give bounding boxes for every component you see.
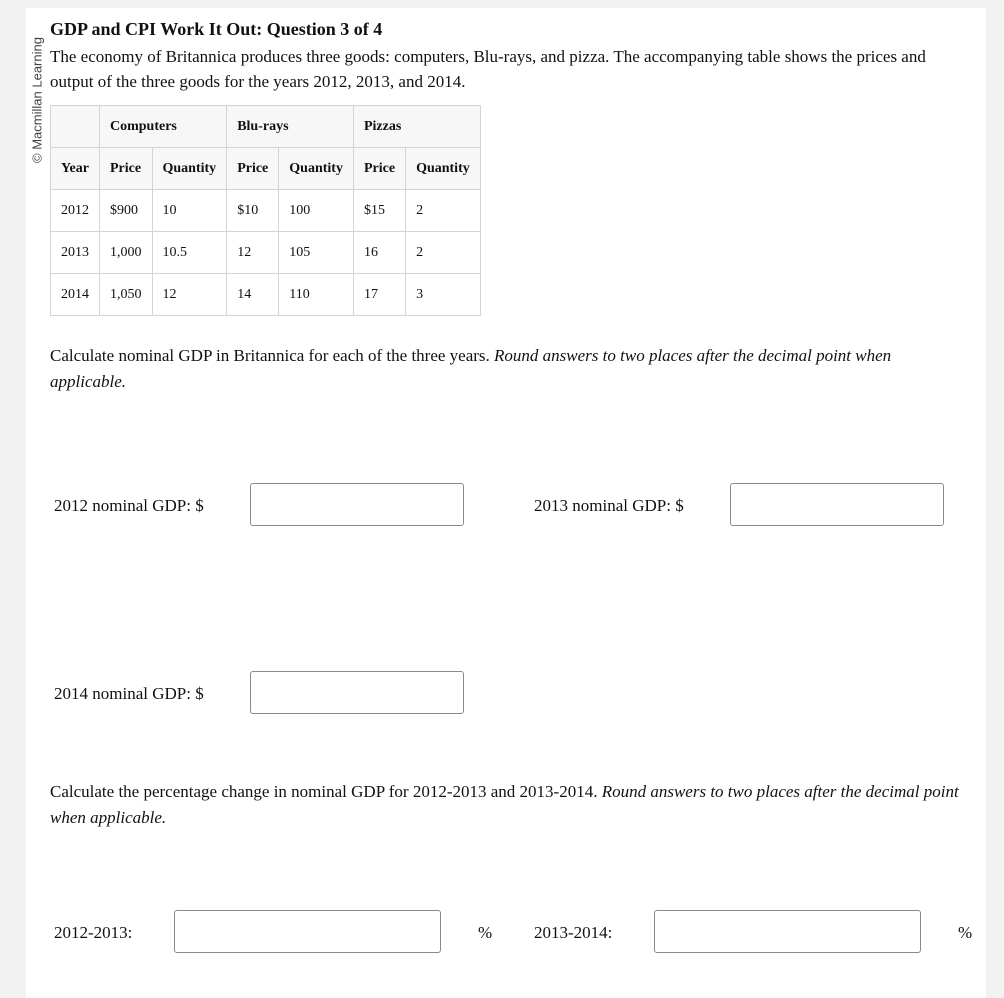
table-row <box>51 232 481 274</box>
nominal-gdp-prompt <box>50 343 970 395</box>
table-cell: 105 <box>279 232 354 274</box>
table-cell: 16 <box>353 232 405 274</box>
table-cell: 3 <box>406 274 481 316</box>
table-row <box>51 190 481 232</box>
table-header-computers-price: Price <box>100 148 153 190</box>
table-cell-year: 2014 <box>51 274 100 316</box>
table-group-blank <box>51 106 100 148</box>
table-cell: 2 <box>406 190 481 232</box>
table-header-pizzas-price: Price <box>353 148 405 190</box>
table-cell: 1,000 <box>100 232 153 274</box>
table-group-header-row <box>51 106 481 148</box>
table-header-row <box>51 148 481 190</box>
gdp-2013-input[interactable] <box>730 483 944 526</box>
table-cell: 12 <box>152 274 227 316</box>
percent-change-prompt <box>50 779 970 831</box>
percent-change-prompt-rounding: Round answers to two places after the decimal point when applicable. <box>50 782 959 827</box>
table-cell: 17 <box>353 274 405 316</box>
gdp-2012-input[interactable] <box>250 483 464 526</box>
gdp-2012-label: 2012 nominal GDP: $ <box>54 496 204 515</box>
table-cell: 2 <box>406 232 481 274</box>
question-title: GDP and CPI Work It Out: Question 3 of 4 <box>50 19 383 39</box>
change-2012-2013-input[interactable] <box>174 910 441 953</box>
table-cell-year: 2013 <box>51 232 100 274</box>
table-header-year: Year <box>51 148 100 190</box>
table-cell: 110 <box>279 274 354 316</box>
change-2012-2013-percent-unit: % <box>478 923 493 942</box>
table-group-computers: Computers <box>100 106 227 148</box>
gdp-2014-input[interactable] <box>250 671 464 714</box>
table-row <box>51 274 481 316</box>
table-cell: 100 <box>279 190 354 232</box>
percent-change-prompt-text: Calculate the percentage change in nominal GDP for 2012-2013 and 2013-2014. <box>50 782 602 801</box>
table-cell: 1,050 <box>100 274 153 316</box>
table-cell: $15 <box>353 190 405 232</box>
nominal-gdp-prompt-rounding: Round answers to two places after the decimal point when applicable. <box>50 346 892 391</box>
table-group-blu-rays: Blu-rays <box>227 106 354 148</box>
table-cell: $10 <box>227 190 279 232</box>
table-cell: 14 <box>227 274 279 316</box>
table-cell: $900 <box>100 190 153 232</box>
change-2013-2014-label: 2013-2014: <box>534 923 613 942</box>
change-2013-2014-input[interactable] <box>654 910 921 953</box>
gdp-2013-label: 2013 nominal GDP: $ <box>534 496 684 515</box>
table-cell: 12 <box>227 232 279 274</box>
price-output-table <box>50 105 481 316</box>
table-cell-year: 2012 <box>51 190 100 232</box>
nominal-gdp-prompt-text: Calculate nominal GDP in Britannica for each of the three years. <box>50 346 495 365</box>
table-cell: 10 <box>152 190 227 232</box>
change-2013-2014-percent-unit: % <box>958 923 973 942</box>
change-2012-2013-label: 2012-2013: <box>54 923 133 942</box>
table-cell: 10.5 <box>152 232 227 274</box>
table-group-pizzas: Pizzas <box>353 106 480 148</box>
table-header-computers-quantity: Quantity <box>152 148 227 190</box>
table-header-blu-rays-price: Price <box>227 148 279 190</box>
table-header-pizzas-quantity: Quantity <box>406 148 481 190</box>
question-intro: The economy of Britannica produces three goods: computers, Blu-rays, and pizza. The accompanying table shows the prices and output of the three goods for the years 2012, 2013, and 2014. <box>50 47 926 91</box>
table-header-blu-rays-quantity: Quantity <box>279 148 354 190</box>
gdp-2014-label: 2014 nominal GDP: $ <box>54 684 204 703</box>
